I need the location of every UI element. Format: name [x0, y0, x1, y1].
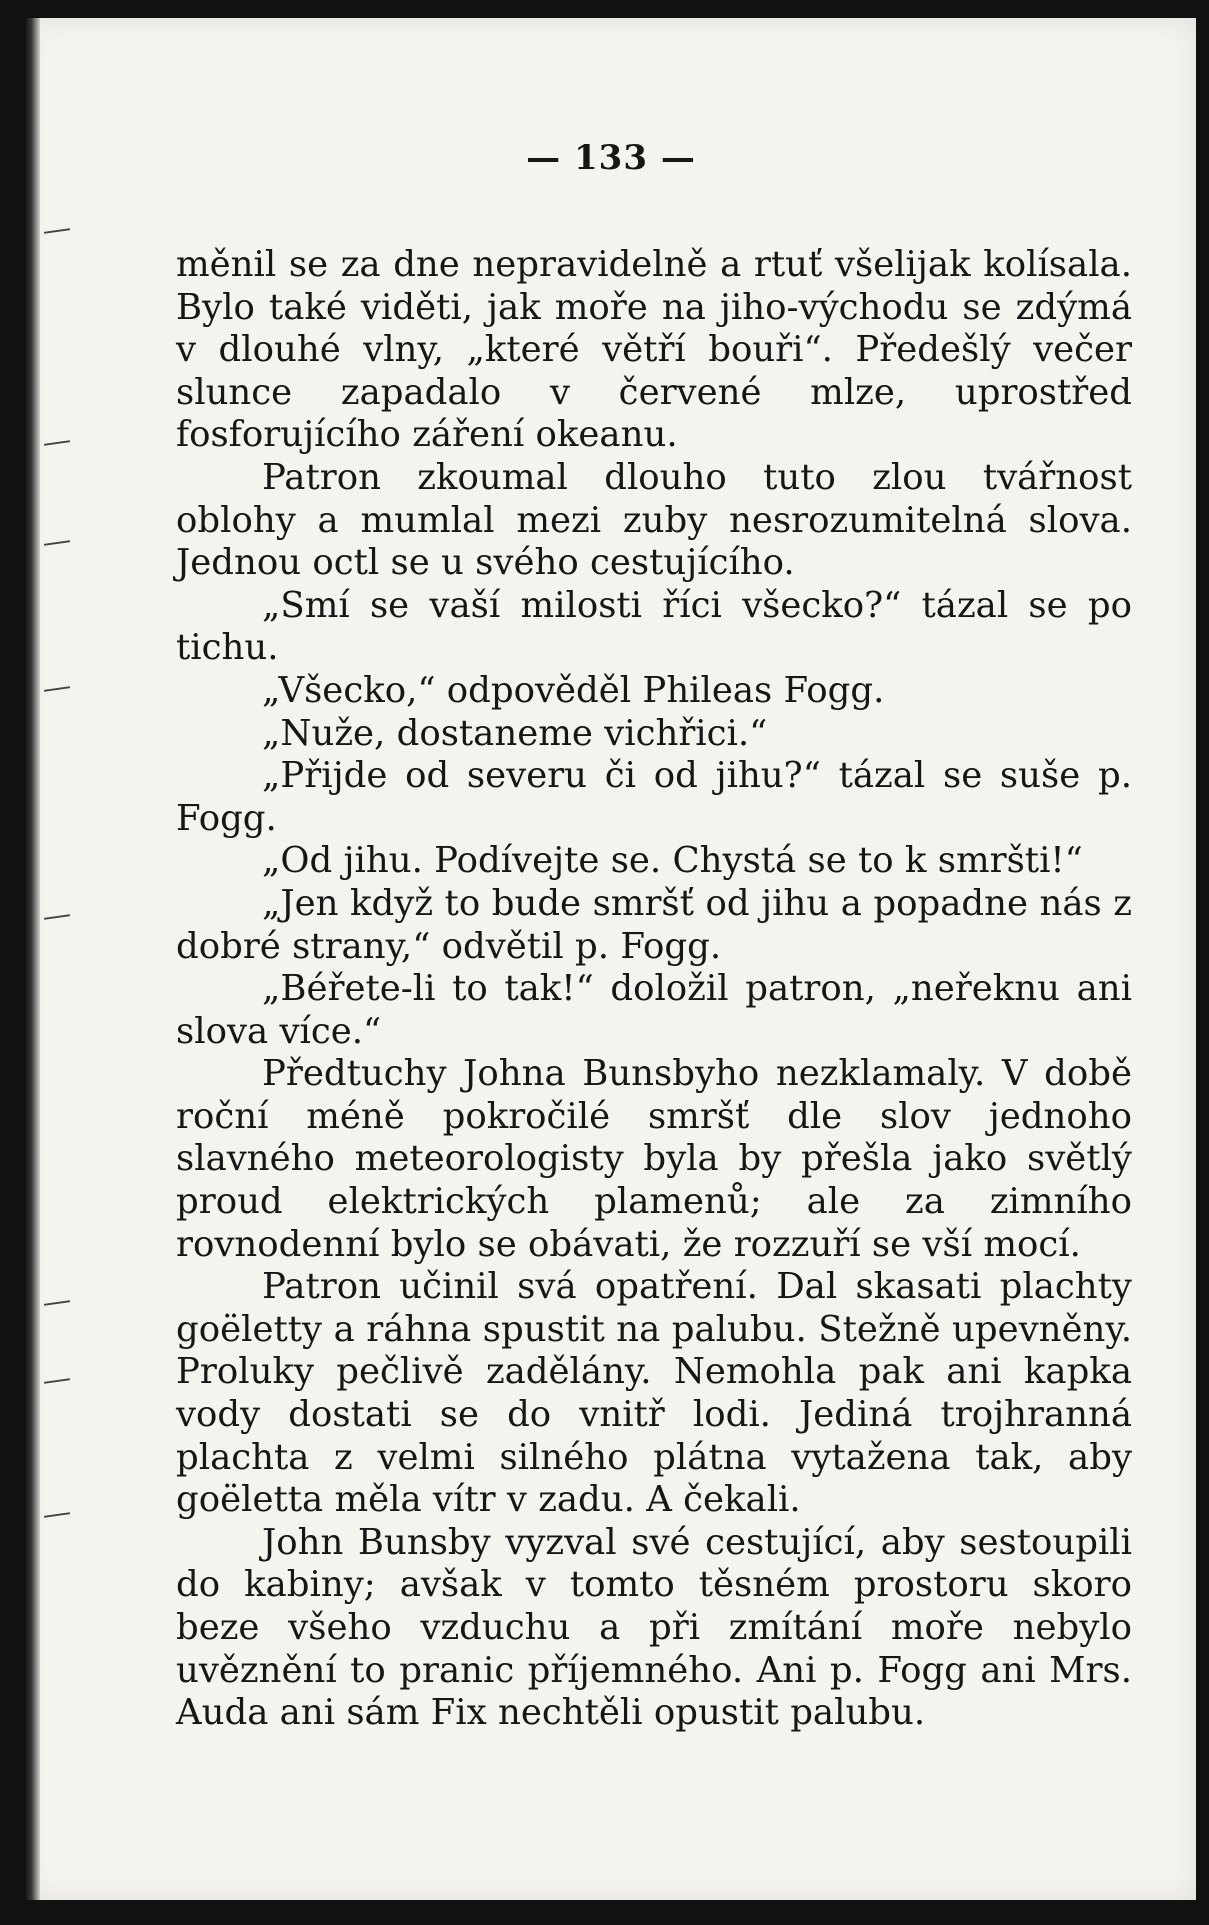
margin-mark	[44, 440, 70, 446]
paragraph: „Od jihu. Podívejte se. Chystá se to k smršti!“	[262, 840, 1083, 882]
paragraph: Patron zkoumal dlouho tuto zlou tvářnost oblohy a mumlal mezi zuby nesrozumitelná slova. Jednou octl se u svého cestujícího.	[176, 456, 1132, 584]
paragraph: „Jen když to bude smršť od jihu a popadne nás z dobré strany,“ odvětil p. Fogg.	[176, 882, 1132, 967]
page-binding-edge	[26, 18, 40, 1900]
margin-mark	[44, 1300, 70, 1306]
paragraph: „Smí se vaší milosti říci všecko?“ tázal se po tichu.	[176, 584, 1132, 669]
paragraph: měnil se za dne nepravidelně a rtuť všelijak kolísala. Bylo také viděti, jak moře na jiho-východu se zdýmá v dlouhé vlny, „které větří bouři“. Předešlý večer slunce zapadalo v červené mlze, uprostřed fosforujícího záření okeanu.	[176, 244, 1132, 456]
margin-mark	[44, 914, 70, 920]
paragraph: „Přijde od severu či od jihu?“ tázal se suše p. Fogg.	[176, 755, 1132, 839]
paragraph: „Všecko,“ odpověděl Phileas Fogg.	[262, 669, 885, 711]
margin-mark	[44, 1378, 70, 1384]
margin-mark	[44, 1512, 70, 1518]
paragraph: Předtuchy Johna Bunsbyho nezklamaly. V době roční méně pokročilé smršť dle slov jednoho slavného meteorologisty byla by přešla jako světlý proud elektrických plamenů; ale za zimního rovnodenní bylo se obávati, že rozzuří se vší mocí.	[176, 1053, 1132, 1265]
margin-mark	[44, 686, 70, 692]
page-number: — 133 —	[526, 138, 696, 178]
margin-mark	[44, 228, 70, 234]
paragraph: „Nuže, dostaneme vichřici.“	[262, 712, 768, 754]
book-page	[26, 18, 1196, 1900]
margin-mark	[44, 540, 70, 546]
body-text	[176, 244, 1132, 1735]
paragraph: John Bunsby vyzval své cestující, aby sestoupili do kabiny; avšak v tomto těsném prostoru skoro beze všeho vzduchu a při zmítání moře nebylo uvěznění to pranic příjemného. Ani p. Fogg ani Mrs. Auda ani sám Fix nechtěli opustit palubu.	[176, 1521, 1132, 1734]
paragraph: Patron učinil svá opatření. Dal skasati plachty goëletty a ráhna spustit na palubu. Stežně upevněny. Proluky pečlivě zadělány. Nemohla pak ani kapka vody dostati se do vnitř lodi. Jediná trojhranná plachta z velmi silného plátna vytažena tak, aby goëletta měla vítr v zadu. A čekali.	[176, 1266, 1132, 1521]
paragraph: „Béřete-li to tak!“ doložil patron, „neřeknu ani slova více.“	[176, 968, 1132, 1052]
